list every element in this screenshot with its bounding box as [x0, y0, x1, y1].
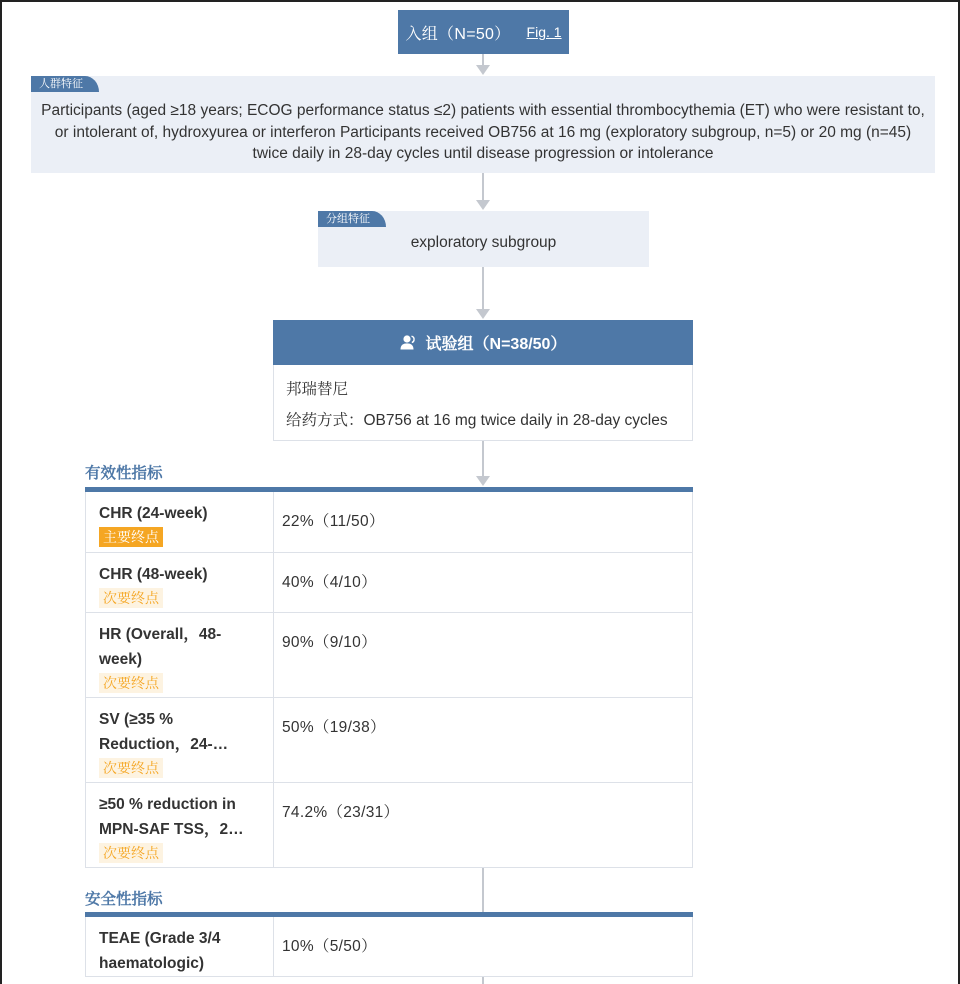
arrow-down-icon	[476, 200, 490, 210]
enrollment-box	[398, 10, 569, 54]
table-row	[86, 553, 692, 613]
endpoint-name: CHR (24-week)	[99, 505, 208, 522]
endpoint-value: 40%（4/10）	[282, 574, 377, 591]
arm-body	[273, 365, 693, 441]
arm-header	[273, 320, 693, 365]
arm-drug: 邦瑞替尼	[286, 381, 349, 398]
endpoint-cell	[86, 698, 274, 782]
connector	[482, 441, 484, 477]
user-icon	[400, 335, 416, 350]
table-row	[86, 698, 692, 783]
connector	[482, 267, 484, 310]
endpoint-badge: 主要终点	[99, 527, 163, 547]
arrow-down-icon	[476, 309, 490, 319]
endpoint-badge: 次要终点	[99, 758, 163, 778]
arm-title: 试验组（N=38/50）	[425, 336, 567, 353]
endpoint-value: 90%（9/10）	[282, 634, 377, 651]
endpoint-value: 74.2%（23/31）	[282, 804, 400, 821]
table-row	[86, 783, 692, 868]
group-box	[318, 211, 649, 267]
endpoint-badge: 次要终点	[99, 673, 163, 693]
table-row	[86, 613, 692, 698]
endpoint-name: CHR (48-week)	[99, 566, 208, 583]
arrow-down-icon	[476, 476, 490, 486]
arrow-down-icon	[476, 65, 490, 75]
enrollment-title: 入组（N=50）	[405, 25, 511, 43]
connector	[482, 867, 484, 912]
endpoint-badge: 次要终点	[99, 588, 163, 608]
endpoint-name: TEAE (Grade 3/4 haematologic)	[99, 930, 221, 972]
endpoint-cell	[86, 492, 274, 552]
endpoint-name: HR (Overall，48-week)	[99, 626, 222, 668]
safety-table	[85, 917, 693, 977]
connector	[482, 977, 484, 984]
population-text: Participants (aged ≥18 years; ECOG performance status ≤2) patients with essential thrombocythemia (ET) who were resistant to, or intolerant of, hydroxyurea or interferon Participants received OB756 at 16 mg (exploratory subgroup, n=5) or 20 mg (n=45) twice daily in 28-day cycles until disease progression or intolerance	[41, 102, 925, 162]
efficacy-table	[85, 492, 693, 868]
endpoint-cell	[86, 783, 274, 867]
population-box	[31, 76, 935, 173]
endpoint-value: 10%（5/50）	[282, 938, 377, 955]
endpoint-value: 50%（19/38）	[282, 719, 386, 736]
endpoint-cell	[86, 613, 274, 697]
arm-dosing: 给药方式：OB756 at 16 mg twice daily in 28-day cycles	[286, 412, 668, 429]
endpoint-cell	[86, 553, 274, 612]
table-row	[86, 917, 692, 977]
endpoint-name: SV (≥35 % Reduction，24-…	[99, 711, 229, 753]
endpoint-name: ≥50 % reduction in MPN-SAF TSS，2…	[99, 796, 244, 838]
group-tag: 分组特征	[318, 211, 386, 227]
connector	[482, 173, 484, 201]
population-tag: 人群特征	[31, 76, 99, 92]
endpoint-value: 22%（11/50）	[282, 513, 385, 530]
endpoint-badge: 次要终点	[99, 843, 163, 863]
table-row	[86, 492, 692, 553]
fig-link[interactable]: Fig. 1	[526, 24, 562, 40]
endpoint-cell	[86, 917, 274, 976]
safety-title: 安全性指标	[85, 891, 163, 908]
efficacy-title: 有效性指标	[85, 465, 163, 482]
group-text: exploratory subgroup	[410, 234, 557, 251]
